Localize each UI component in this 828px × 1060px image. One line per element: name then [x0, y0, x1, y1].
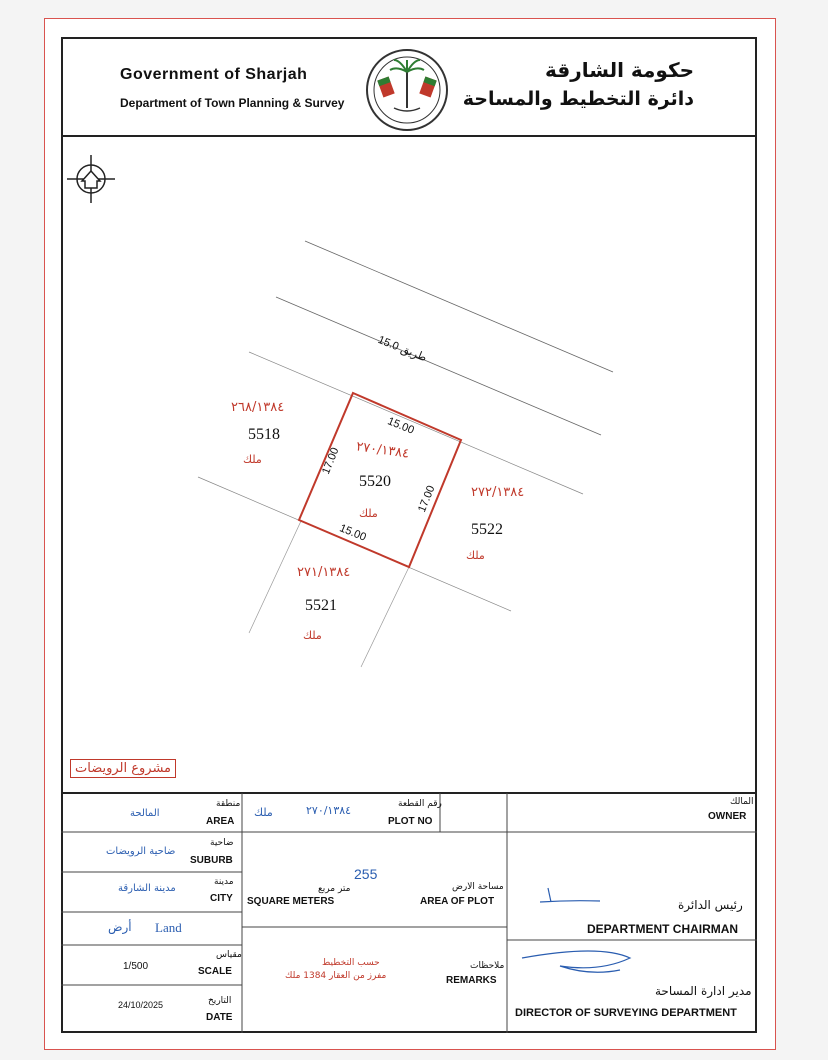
date-value: 24/10/2025: [118, 1000, 164, 1010]
dimension-right: 17.00: [416, 483, 438, 515]
suburb-label-ar: ضاحية: [210, 838, 234, 848]
plot-5518-ref: ٢٦٨/١٣٨٤: [231, 400, 285, 415]
department-title-en: Department of Town Planning & Survey: [120, 96, 345, 110]
scale-label-ar: مقياس: [216, 950, 242, 960]
dimension-top: 15.00: [385, 415, 416, 437]
government-title-ar: حكومة الشارقة: [544, 58, 694, 82]
department-title-ar: دائرة التخطيط والمساحة: [462, 88, 694, 110]
remarks-label-en: REMARKS: [446, 975, 497, 986]
city-value: مدينة الشارقة: [118, 883, 176, 894]
director-label-en: DIRECTOR OF SURVEYING DEPARTMENT: [515, 1007, 737, 1019]
city-label-ar: مدينة: [214, 877, 234, 887]
area-unit-ar: متر مربع: [318, 884, 351, 894]
date-label-en: DATE: [206, 1012, 233, 1023]
plot-no-type: ملك: [254, 806, 273, 819]
dimension-left: 17.00: [320, 445, 342, 477]
plot-5522-ref: ٢٧٢/١٣٨٤: [471, 485, 525, 500]
area-value: المالحة: [130, 808, 160, 819]
government-title-en: Government of Sharjah: [120, 66, 308, 83]
land-value-ar: أرض: [108, 920, 132, 934]
land-value-en: Land: [155, 920, 182, 935]
remarks-label-ar: ملاحظات: [470, 961, 505, 971]
chairman-signature: [540, 888, 600, 902]
area-label-ar: منطقة: [216, 799, 241, 809]
plot-5522-number: 5522: [471, 521, 503, 538]
plot-5522-type: ملك: [466, 549, 485, 562]
plot-5521-number: 5521: [305, 597, 337, 614]
plot-no-label-en: PLOT NO: [388, 816, 433, 827]
owner-label-ar: المالك: [730, 797, 754, 807]
suburb-value: ضاحية الرويضات: [106, 846, 176, 857]
dimension-bottom: 15.00: [337, 522, 368, 544]
plot-5518-type: ملك: [243, 453, 262, 466]
scale-value: 1/500: [123, 961, 149, 972]
plot-5518-number: 5518: [248, 426, 280, 443]
date-label-ar: التاريخ: [208, 996, 232, 1006]
plot-5521-ref: ٢٧١/١٣٨٤: [297, 565, 351, 580]
area-label-en: AREA: [206, 816, 235, 827]
area-unit-en: SQUARE METERS: [247, 896, 335, 907]
chairman-label-ar: رئيس الدائرة: [678, 898, 743, 912]
area-of-plot-label-ar: مساحة الارض: [452, 882, 504, 892]
area-of-plot-value: 255: [354, 866, 378, 882]
director-signature: [522, 951, 630, 972]
remarks-line1: حسب التخطيط: [322, 958, 380, 968]
plot-no-value: ٢٧٠/١٣٨٤: [306, 804, 352, 817]
director-label-ar: مدير ادارة المساحة: [655, 984, 752, 998]
plot-5521-type: ملك: [303, 629, 322, 642]
plot-5520-number: 5520: [359, 473, 391, 490]
city-label-en: CITY: [210, 893, 233, 904]
scale-label-en: SCALE: [198, 966, 232, 977]
plot-5520-ref: ٢٧٠/١٣٨٤: [355, 439, 411, 462]
plot-no-label-ar: رقم القطعة: [398, 799, 442, 809]
area-of-plot-label-en: AREA OF PLOT: [420, 896, 495, 907]
plot-5520-type: ملك: [359, 507, 378, 520]
owner-label-en: OWNER: [708, 811, 747, 822]
suburb-label-en: SUBURB: [190, 855, 233, 866]
chairman-label-en: DEPARTMENT CHAIRMAN: [587, 922, 739, 936]
remarks-line2: مفرز من العقار 1384 ملك: [285, 971, 387, 981]
project-label: مشروع الرويضات: [70, 759, 176, 778]
road-label: طريق 15.0: [376, 333, 429, 365]
